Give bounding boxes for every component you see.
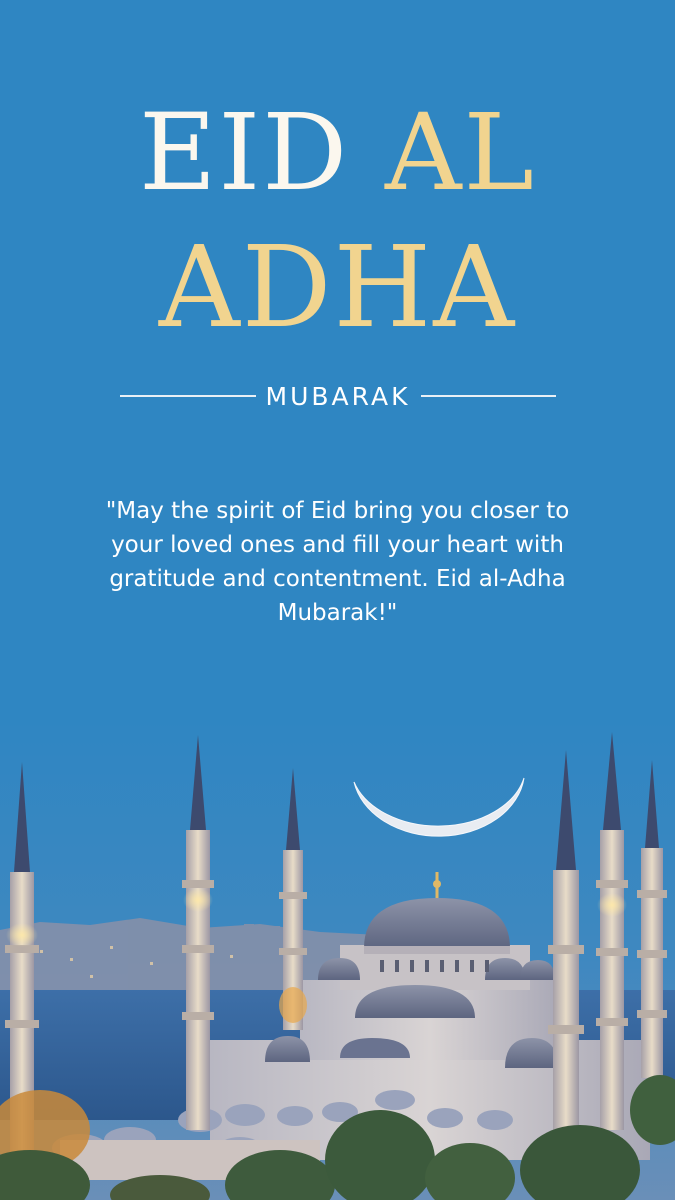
title-word-adha: ADHA — [158, 223, 517, 353]
subtitle-row — [120, 378, 556, 414]
right-divider — [421, 395, 557, 397]
title-word-eid: EID — [139, 91, 350, 214]
mosque-scene — [0, 720, 675, 1200]
left-divider — [120, 395, 256, 397]
subtitle: MUBARAK — [265, 381, 411, 411]
greeting-quote: "May the spirit of Eid bring you closer to your loved ones and fill your heart with gratitude and contentment. Eid al-Adha Mubarak!" — [105, 498, 570, 626]
title-line-1 — [0, 91, 675, 214]
title-word-al: AL — [385, 91, 536, 214]
